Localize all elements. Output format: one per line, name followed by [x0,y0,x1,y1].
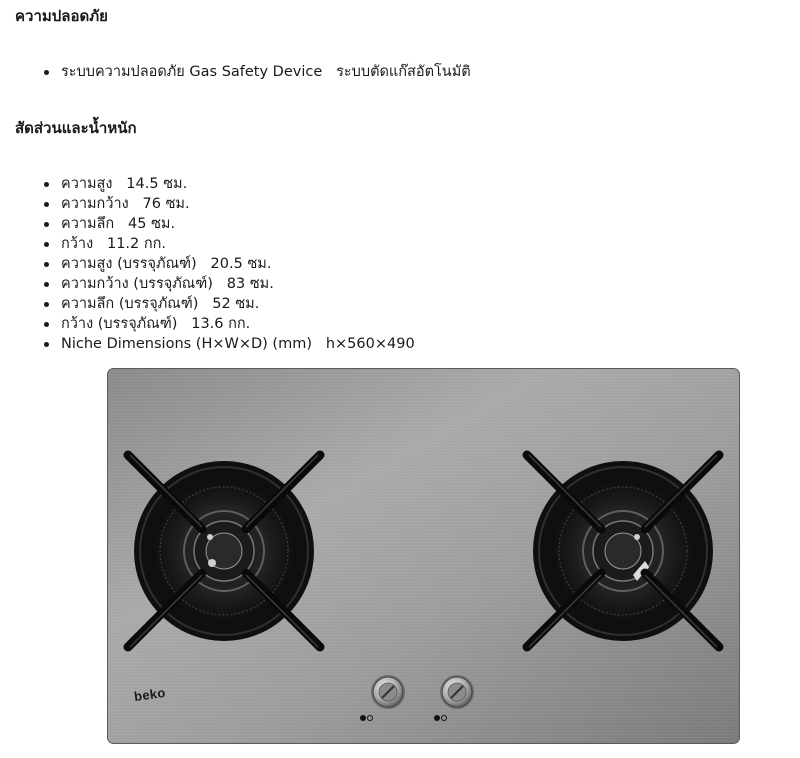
right-burner-icon [527,455,719,647]
brand-logo: beko [133,684,167,705]
safety-heading: ความปลอดภัย [15,7,108,25]
dimension-item-height: ความสูง 14.5 ซม. [42,174,415,194]
left-knob-icon [371,675,405,709]
product-photo [107,368,740,744]
left-burner-icon [128,455,320,647]
right-knob-icon [440,675,474,709]
dimension-item-depth: ความลึก 45 ซม. [42,214,415,234]
dimensions-list [42,174,415,354]
gas-hob-illustration [107,368,740,744]
dimension-item-package-depth: ความลึก (บรรจุภัณฑ์) 52 ซม. [42,294,415,314]
dimension-item-package-weight: กว้าง (บรรจุภัณฑ์) 13.6 กก. [42,314,415,334]
dimensions-heading: สัดส่วนและน้ำหนัก [15,119,137,137]
safety-list [42,62,471,82]
dimension-item-niche: Niche Dimensions (H×W×D) (mm) h×560×490 [42,334,415,354]
dimension-item-package-width: ความกว้าง (บรรจุภัณฑ์) 83 ซม. [42,274,415,294]
safety-item: ระบบความปลอดภัย Gas Safety Device ระบบตัดแก๊สอัตโนมัติ [42,62,471,82]
dimension-item-weight: กว้าง 11.2 กก. [42,234,415,254]
dimension-item-width: ความกว้าง 76 ซม. [42,194,415,214]
dimension-item-package-height: ความสูง (บรรจุภัณฑ์) 20.5 ซม. [42,254,415,274]
